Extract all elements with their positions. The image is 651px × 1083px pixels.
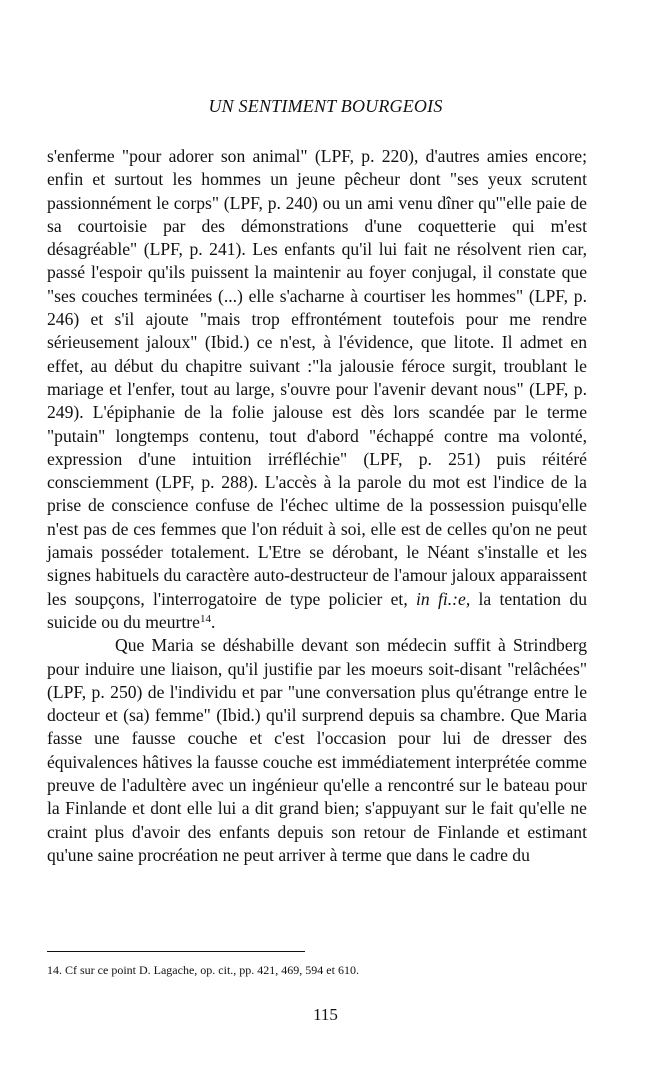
- paragraph-1-text: s'enferme "pour adorer son animal" (LPF, p. 220), d'autres amies encore; enfin et surtout les hommes un jeune pêcheur dont "ses yeux scrutent passionnément le corps" (LPF, p. 240) ou un ami venu dîner qu'"elle paie de sa courtoisie par des démonstrations d'une coquetterie qui m'est désagréable" (LPF, p. 241). Les enfants qu'il lui fait ne résolvent rien car, passé l'espoir qu'ils puissent la maintenir au foyer conjugal, il constate que "ses couches terminées (...) elle s'acharne à courtiser les hommes" (LPF, p. 246) et s'il ajoute "mais trop effrontément toutefois pour me rendre sérieusement jaloux" (Ibid.) ce n'est, à l'évidence, que litote. Il admet en effet, au début du chapitre suivant :"la jalousie féroce surgit, troublant le mariage et l'enfer, tout au large, s'ouvre pour l'avenir devant nous" (LPF, p. 249). L'épiphanie de la folie jalouse est dès lors scandée par le terme "putain" longtemps contenu, tout d'abord "échappé contre ma volonté, expression d'une intuition irréfléchie" (LPF, p. 251) puis réitéré consciemment (LPF, p. 288). L'accès à la parole du mot est l'indice de la prise de conscience confuse de l'échec ultime de la possession puisqu'elle n'est pas de ces femmes que l'on réduit à soi, elle est de celles qu'on ne peut jamais posséder totalement. L'Etre se dérobant, le Néant s'installe et les signes habituels du caractère auto-destructeur de l'amour jaloux apparaissent les soupçons, l'interrogatoire de type policier et,: [47, 146, 587, 609]
- footnote-reference: 14: [199, 612, 211, 625]
- paragraph-1: [47, 145, 587, 634]
- page-number: 115: [313, 1005, 338, 1024]
- paragraph-1-italic: in fi.:e,: [416, 588, 471, 609]
- paragraph-1-text-end: la tentation du suicide ou du meurtre: [47, 588, 587, 632]
- paragraph-2: Que Maria se déshabille devant son médecin suffit à Strindberg pour induire une liaison, qu'il justifie par les moeurs soit-disant "relâchées" (LPF, p. 250) de l'individu et par "une conversation plus qu'étrange entre le docteur et (sa) femme" (Ibid.) qu'il surprend depuis sa chambre. Que Maria fasse une fausse couche et c'est l'occasion pour lui de dresser des équivalences hâtives la fausse couche est immédiatement interprétée comme preuve de l'adultère avec un ingénieur qu'elle a rencontré sur le bateau pour la Finlande et dont elle lui a dit grand bien; s'appuyant sur le fait qu'elle ne craint plus d'avoir des enfants depuis son retour de Finlande et estimant qu'une saine procréation ne peut arriver à terme que dans le cadre du: [47, 635, 587, 865]
- running-head: UN SENTIMENT BOURGEOIS: [208, 96, 443, 116]
- footnote-separator: [47, 951, 305, 952]
- footnote: 14. Cf sur ce point D. Lagache, op. cit., pp. 421, 469, 594 et 610.: [47, 963, 359, 977]
- body-text: [47, 145, 587, 867]
- paragraph-1-period: .: [210, 611, 216, 632]
